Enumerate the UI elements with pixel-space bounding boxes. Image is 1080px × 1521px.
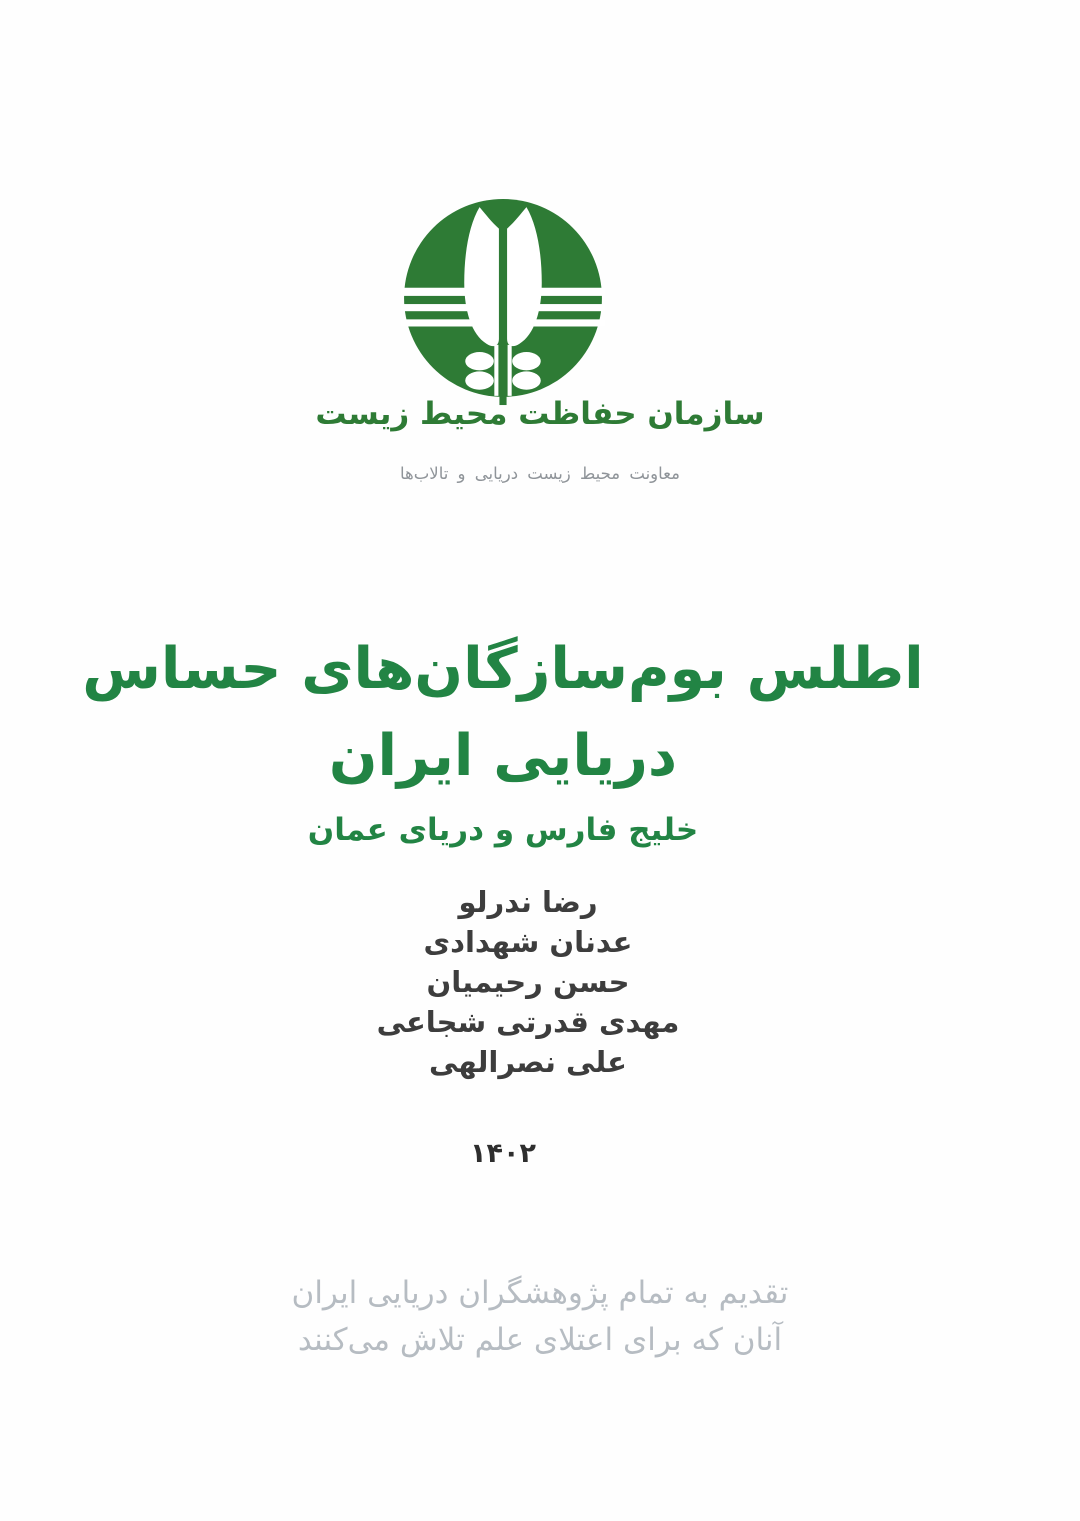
author-name: علی نصرالهی bbox=[429, 1045, 627, 1079]
author-name: عدنان شهدادی bbox=[423, 925, 633, 959]
publication-year: ۱۴۰۲ bbox=[470, 1138, 536, 1169]
author-name: رضا ندرلو bbox=[458, 885, 598, 919]
book-title bbox=[0, 626, 1043, 799]
dedication-line2: آنان که برای اعتلای علم تلاش می‌کنند bbox=[297, 1322, 783, 1358]
book-title-line2: دریایی ایران bbox=[328, 722, 678, 789]
author-name: مهدی قدرتی شجاعی bbox=[376, 1005, 680, 1039]
authors-list bbox=[0, 882, 1068, 1082]
dedication bbox=[0, 1270, 1080, 1364]
book-subtitle: خلیج فارس و دریای عمان bbox=[307, 812, 699, 848]
logo-block bbox=[0, 195, 1043, 411]
book-title-line1: اطلس بوم‌سازگان‌های حساس bbox=[82, 636, 924, 702]
department-line: معاونت محیط زیست دریایی و تالاب‌ها bbox=[400, 464, 680, 483]
dedication-line1: تقدیم به تمام پژوهشگران دریایی ایران bbox=[291, 1275, 789, 1311]
organization-name-calligraphy: سازمان حفاظت محیط زیست bbox=[315, 396, 765, 432]
author-name: حسن رحیمیان bbox=[426, 965, 630, 999]
environment-organization-logo-icon bbox=[401, 195, 605, 407]
